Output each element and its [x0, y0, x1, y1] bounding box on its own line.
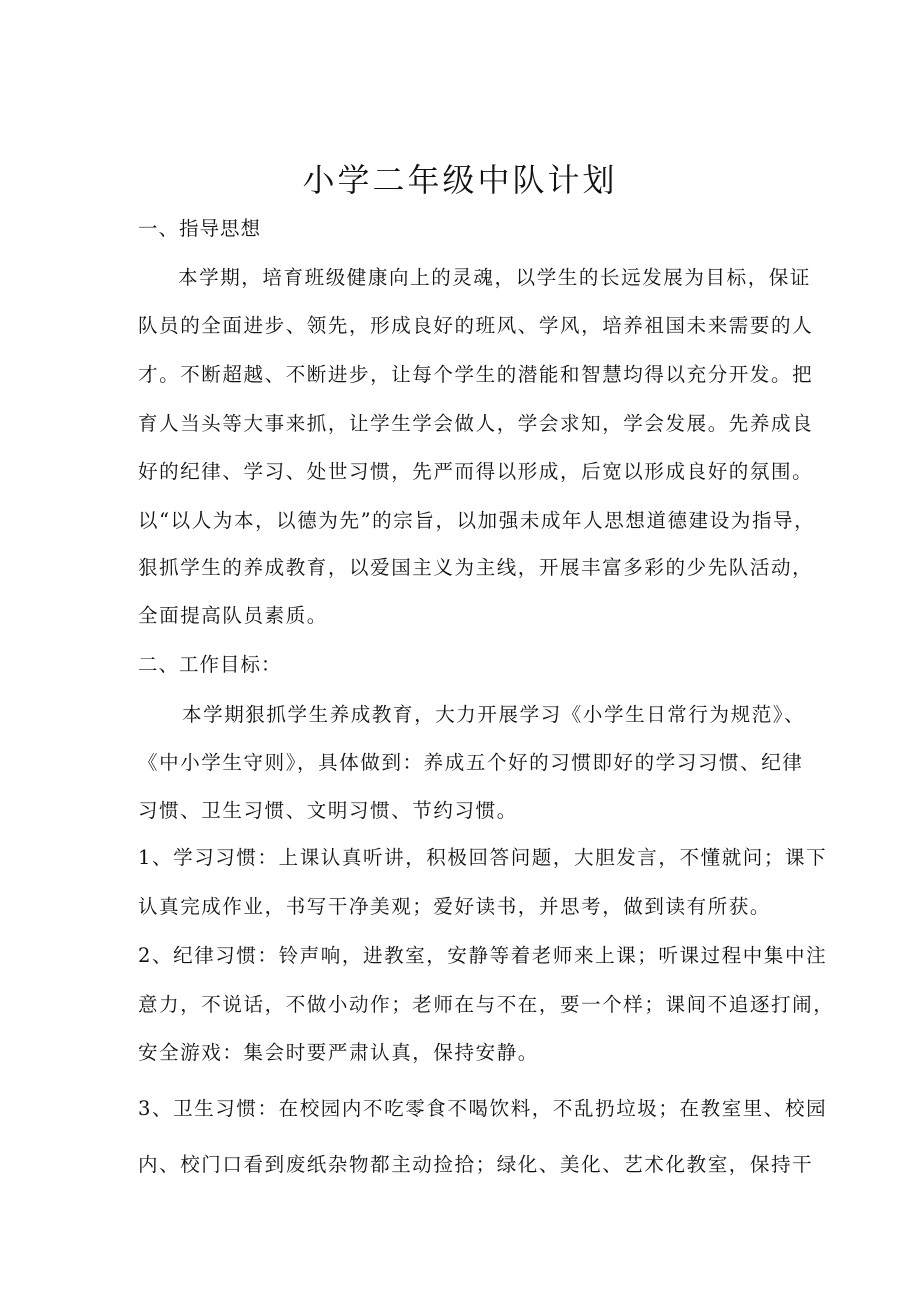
- paragraph-line: 队员的全面进步、领先，形成良好的班风、学风，培养祖国未来需要的人: [138, 314, 814, 337]
- habit-item-hygiene: 3、卫生习惯：在校园内不吃零食不喝饮料，不乱扔垃圾；在教室里、校园: [138, 1097, 828, 1120]
- section-heading-guiding-thought: 一、指导思想: [138, 217, 262, 240]
- paragraph-line: 才。不断超越、不断进步，让每个学生的潜能和智慧均得以充分开发。把: [138, 363, 814, 386]
- paragraph-line: 全面提高队员素质。: [138, 604, 328, 627]
- paragraph-line: 内、校门口看到废纸杂物都主动捡拾；绿化、美化、艺术化教室，保持干: [138, 1153, 814, 1176]
- paragraph-line: 习惯、卫生习惯、文明习惯、节约习惯。: [138, 799, 518, 822]
- section-heading-work-goals: 二、工作目标：: [138, 653, 282, 676]
- paragraph-line: 狠抓学生的养成教育，以爱国主义为主线，开展丰富多彩的少先队活动，: [138, 556, 814, 579]
- paragraph-line: 认真完成作业，书写干净美观；爱好读书，并思考，做到读有所获。: [138, 895, 772, 918]
- paragraph-line: 好的纪律、学习、处世习惯，先严而得以形成，后宽以形成良好的氛围。: [138, 460, 814, 483]
- habit-item-discipline: 2、纪律习惯：铃声响，进教室，安静等着老师来上课；听课过程中集中注: [138, 944, 828, 967]
- paragraph-line: 意力，不说话，不做小动作；老师在与不在，要一个样；课间不追逐打闹，: [138, 993, 835, 1016]
- paragraph-line: 本学期狠抓学生养成教育，大力开展学习《小学生日常行为规范》、: [182, 703, 806, 726]
- paragraph-line: 《中小学生守则》，具体做到：养成五个好的习惯即好的学习习惯、纪律: [138, 751, 804, 774]
- habit-item-study: 1、学习习惯：上课认真听讲，积极回答问题，大胆发言，不懂就问；课下: [138, 846, 828, 869]
- paragraph-line: 以“以人为本，以德为先”的宗旨，以加强未成年人思想道德建设为指导，: [138, 509, 816, 532]
- paragraph-line: 安全游戏：集会时要严肃认真，保持安静。: [138, 1041, 539, 1064]
- paragraph-line: 本学期，培育班级健康向上的灵魂，以学生的长远发展为目标，保证: [178, 266, 812, 289]
- document-title: 小学二年级中队计划: [302, 161, 618, 199]
- paragraph-line: 育人当头等大事来抓，让学生学会做人，学会求知，学会发展。先养成良: [138, 412, 814, 435]
